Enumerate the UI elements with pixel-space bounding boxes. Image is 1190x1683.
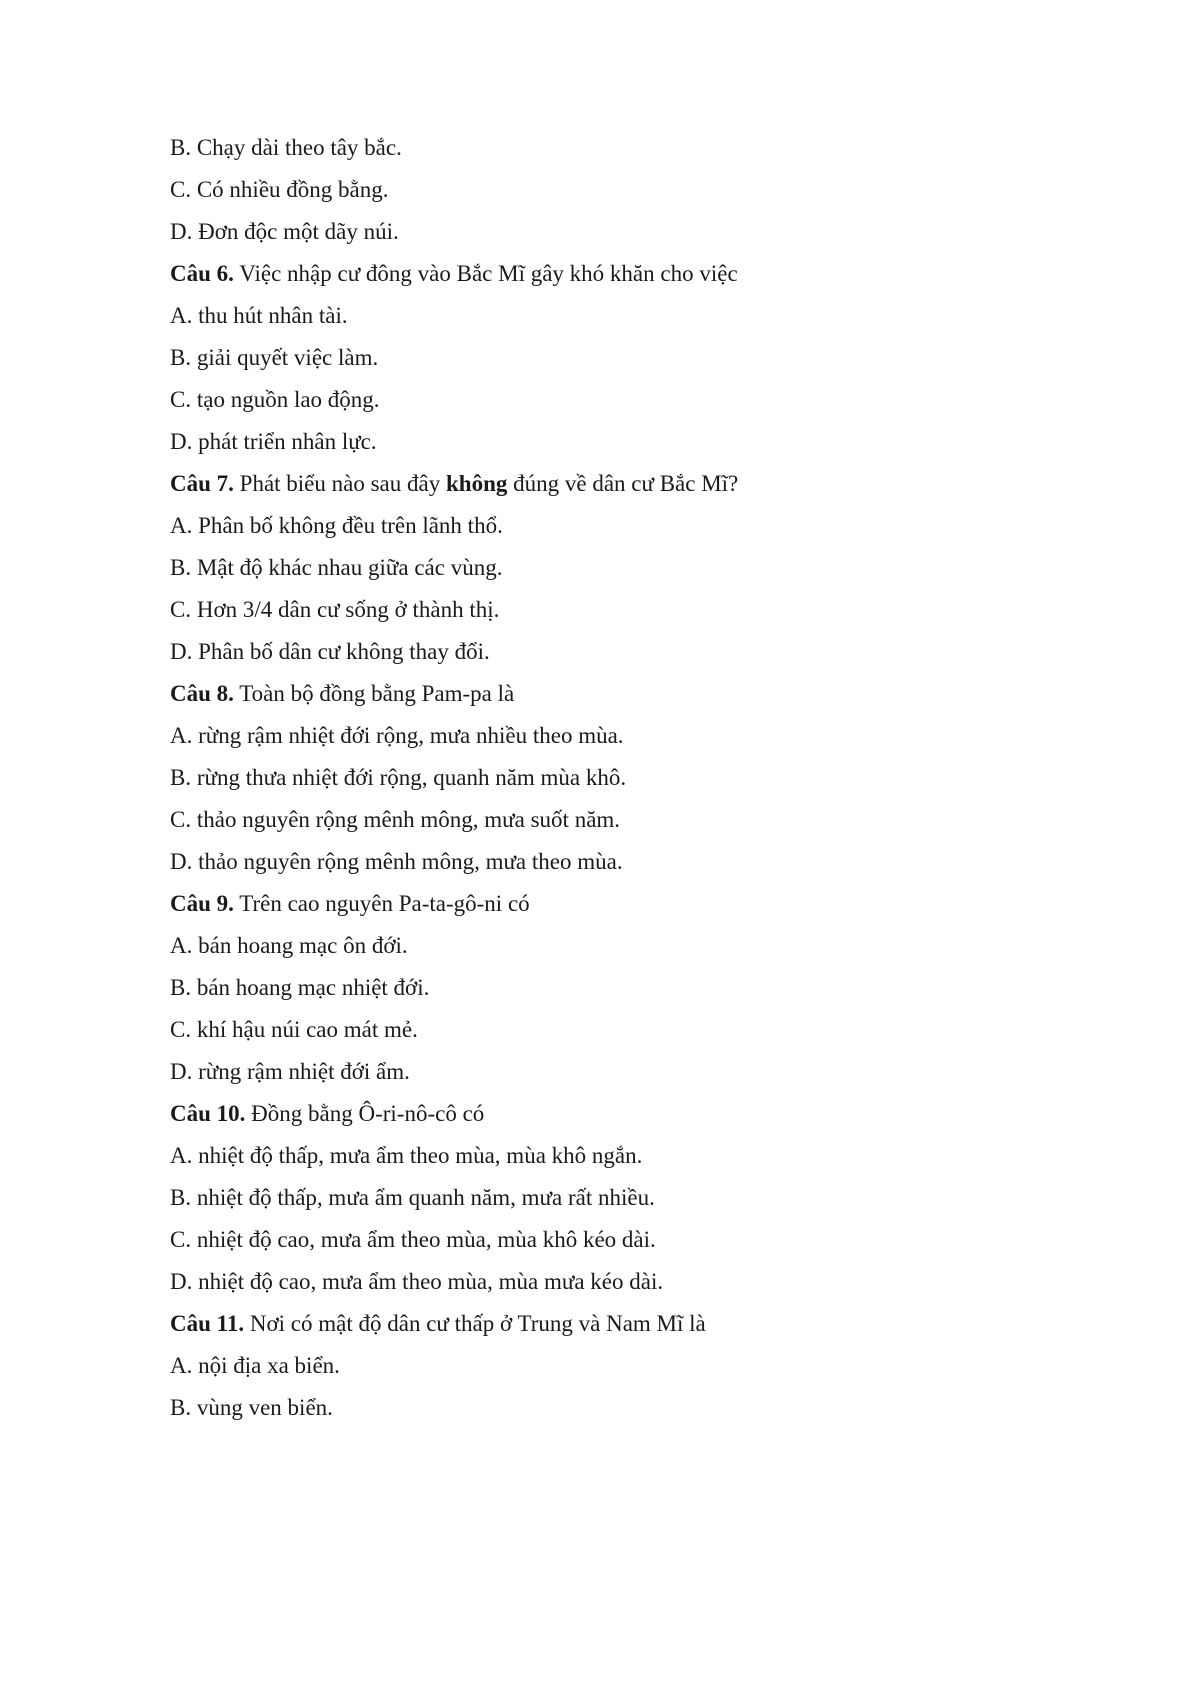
answer-option: A. thu hút nhân tài. [170, 303, 348, 328]
question-text: Phát biểu nào sau đây [233, 471, 446, 496]
answer-option: D. Phân bố dân cư không thay đổi. [170, 639, 490, 664]
answer-option: D. Đơn độc một dãy núi. [170, 219, 399, 244]
question-label: Câu 8. [170, 681, 234, 706]
question-text: đúng về dân cư Bắc Mĩ? [507, 471, 739, 496]
question-label: Câu 7. [170, 471, 234, 496]
question-label: Câu 11. [170, 1311, 245, 1336]
document-page [170, 127, 1070, 1429]
question-text: Toàn bộ đồng bằng Pam-pa là [233, 681, 515, 706]
question-label: Câu 6. [170, 261, 234, 286]
question-emphasis: không [445, 471, 508, 496]
answer-option: B. rừng thưa nhiệt đới rộng, quanh năm mùa khô. [170, 765, 627, 790]
answer-option: D. rừng rậm nhiệt đới ẩm. [170, 1059, 410, 1084]
question-9 [170, 883, 1070, 925]
answer-option: A. nhiệt độ thấp, mưa ẩm theo mùa, mùa khô ngắn. [170, 1143, 643, 1168]
answer-option: C. khí hậu núi cao mát mẻ. [170, 1017, 418, 1042]
question-8 [170, 673, 1070, 715]
question-text: Việc nhập cư đông vào Bắc Mĩ gây khó khăn cho việc [233, 261, 738, 286]
answer-option: B. Chạy dài theo tây bắc. [170, 135, 402, 160]
answer-option: C. tạo nguồn lao động. [170, 387, 380, 412]
answer-option: A. nội địa xa biển. [170, 1353, 340, 1378]
question-10 [170, 1093, 1070, 1135]
answer-option: C. Có nhiều đồng bằng. [170, 177, 389, 202]
question-7 [170, 463, 1070, 505]
question-11 [170, 1303, 1070, 1345]
answer-option: A. Phân bố không đều trên lãnh thổ. [170, 513, 503, 538]
answer-option: D. phát triển nhân lực. [170, 429, 377, 454]
answer-option: D. thảo nguyên rộng mênh mông, mưa theo mùa. [170, 849, 623, 874]
answer-option: B. bán hoang mạc nhiệt đới. [170, 975, 430, 1000]
answer-option: C. nhiệt độ cao, mưa ẩm theo mùa, mùa khô kéo dài. [170, 1227, 656, 1252]
answer-option: C. Hơn 3/4 dân cư sống ở thành thị. [170, 597, 500, 622]
question-label: Câu 10. [170, 1101, 246, 1126]
answer-option: B. giải quyết việc làm. [170, 345, 379, 370]
answer-option: A. rừng rậm nhiệt đới rộng, mưa nhiều theo mùa. [170, 723, 624, 748]
question-text: Đồng bằng Ô-ri-nô-cô có [245, 1101, 485, 1126]
answer-option: A. bán hoang mạc ôn đới. [170, 933, 408, 958]
question-6 [170, 253, 1070, 295]
question-text: Trên cao nguyên Pa-ta-gô-ni có [233, 891, 530, 916]
answer-option: B. nhiệt độ thấp, mưa ẩm quanh năm, mưa rất nhiều. [170, 1185, 655, 1210]
answer-option: B. Mật độ khác nhau giữa các vùng. [170, 555, 503, 580]
answer-option: D. nhiệt độ cao, mưa ẩm theo mùa, mùa mưa kéo dài. [170, 1269, 664, 1294]
answer-option: B. vùng ven biển. [170, 1395, 333, 1420]
answer-option: C. thảo nguyên rộng mênh mông, mưa suốt năm. [170, 807, 621, 832]
question-label: Câu 9. [170, 891, 234, 916]
question-text: Nơi có mật độ dân cư thấp ở Trung và Nam Mĩ là [244, 1311, 706, 1336]
